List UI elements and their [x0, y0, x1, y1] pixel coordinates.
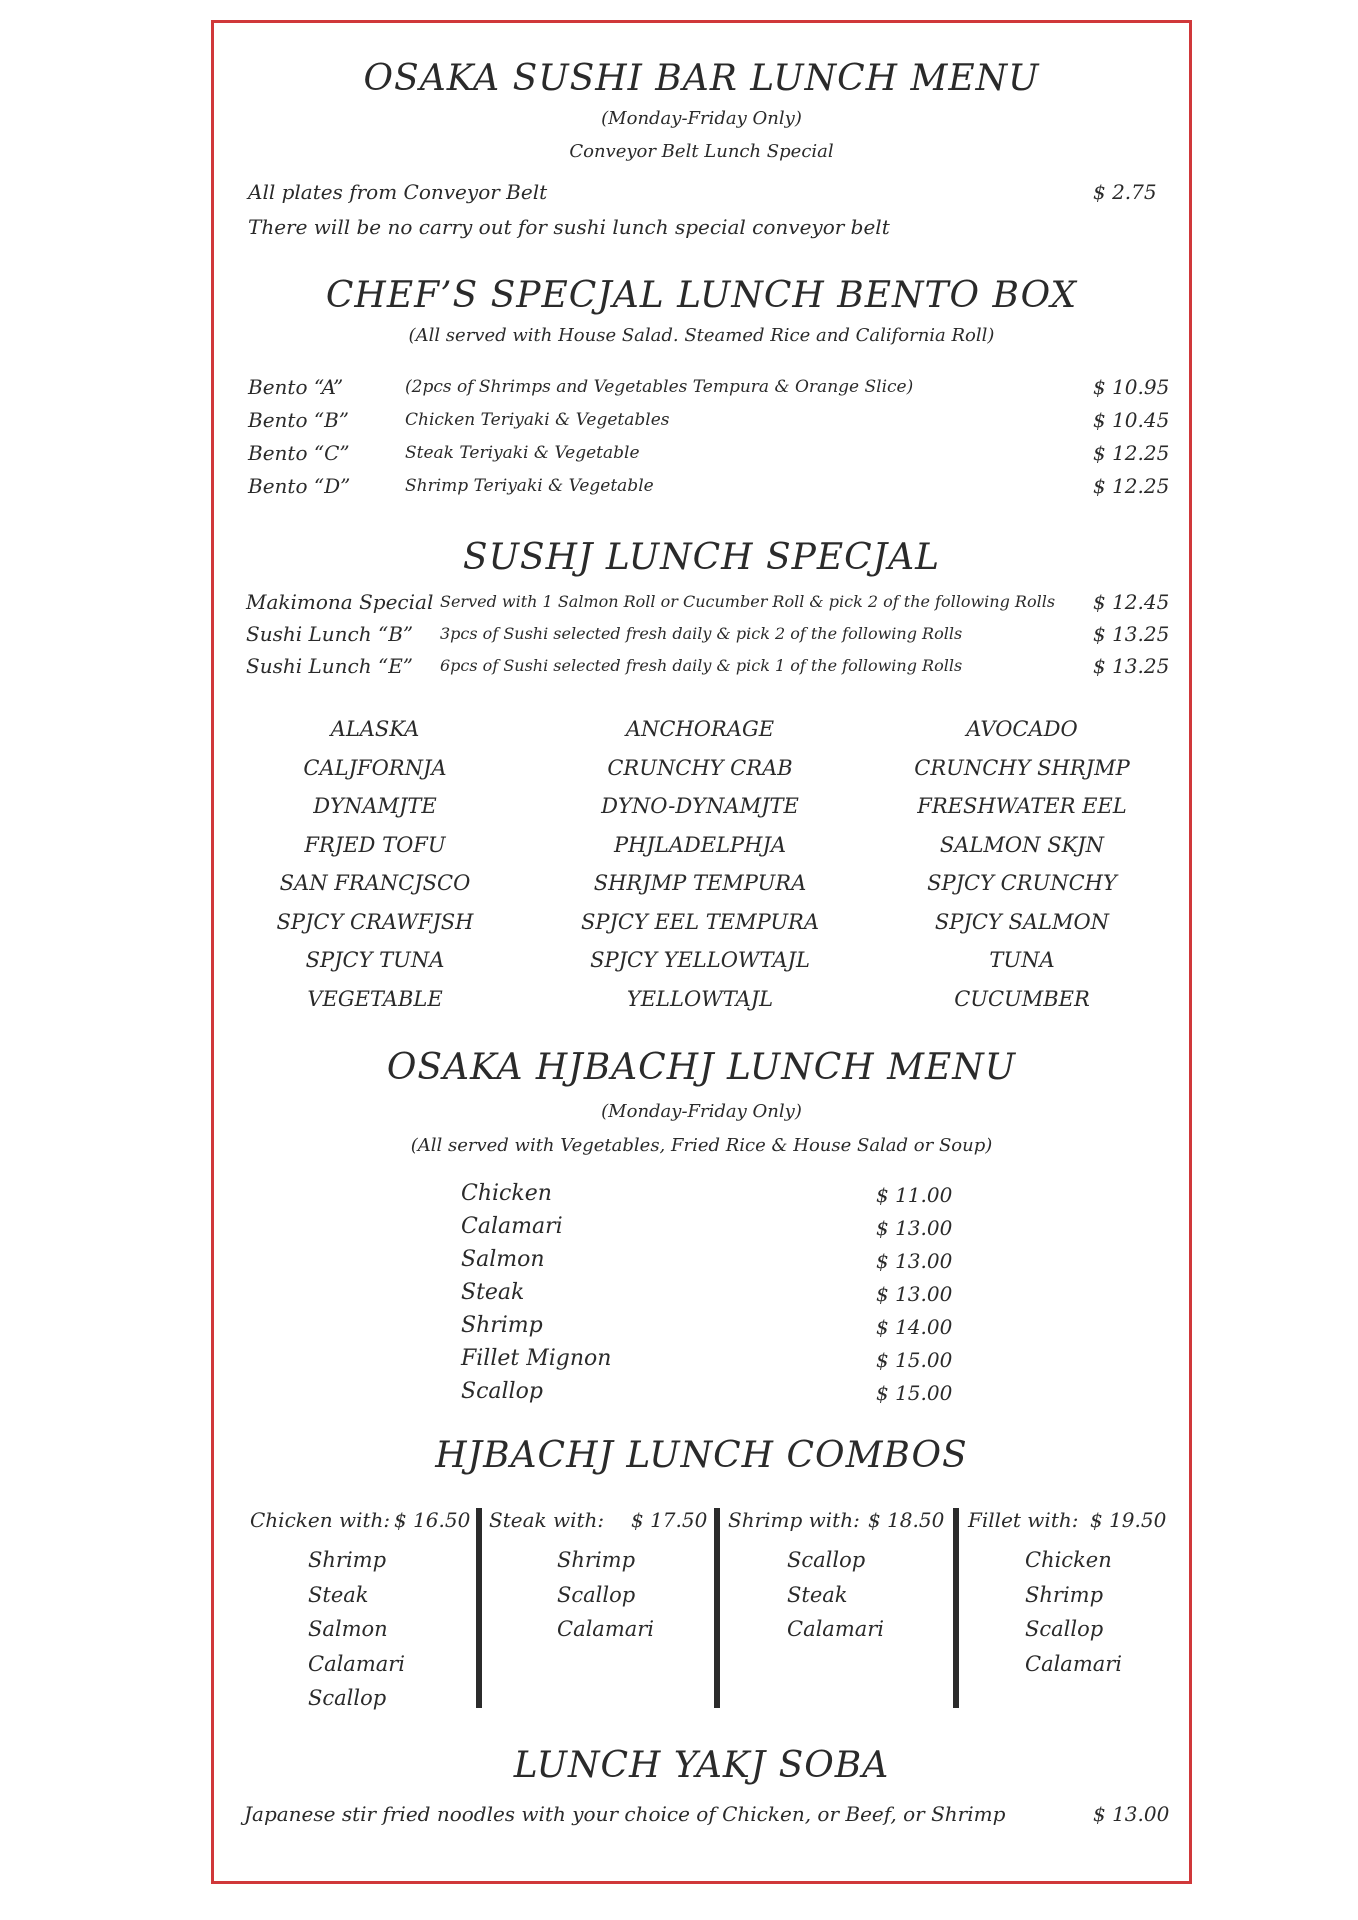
- special-desc: 3pcs of Sushi selected fresh daily & pick 2 of the following Rolls: [440, 624, 963, 643]
- bento-price: $ 12.25: [1093, 441, 1170, 465]
- soba-desc: Japanese stir fried noodles with your choice of Chicken, or Beef, or Shrimp: [244, 1802, 1006, 1826]
- sushi-bar-title: OSAKA SUSHI BAR LUNCH MENU: [363, 58, 1040, 99]
- hibachi-item-price: $ 15.00: [876, 1381, 953, 1405]
- sushi-bar-subtitle: Conveyor Belt Lunch Special: [569, 141, 834, 162]
- combo-divider: [476, 1508, 482, 1708]
- bento-desc: Chicken Teriyaki & Vegetables: [405, 410, 670, 430]
- roll-item: SPJCY SALMON: [934, 909, 1110, 934]
- combo-item: Shrimp: [308, 1548, 387, 1572]
- conveyor-price: $ 2.75: [1093, 180, 1157, 204]
- combo-label: Steak with:: [489, 1508, 605, 1532]
- special-price: $ 13.25: [1093, 654, 1170, 678]
- bento-name: Bento “B”: [248, 408, 349, 432]
- bento-note: (All served with House Salad. Steamed Rice and California Roll): [408, 325, 995, 346]
- special-name: Sushi Lunch “E”: [246, 654, 414, 678]
- combo-label: Chicken with:: [250, 1508, 391, 1532]
- combo-item: Scallop: [1025, 1617, 1104, 1641]
- roll-item: TUNA: [989, 948, 1055, 972]
- bento-desc: (2pcs of Shrimps and Vegetables Tempura & Orange Slice): [405, 377, 914, 397]
- roll-item: AVOCADO: [966, 717, 1078, 741]
- hibachi-item-price: $ 11.00: [876, 1183, 953, 1207]
- bento-desc: Shrimp Teriyaki & Vegetable: [405, 476, 654, 496]
- hibachi-item-price: $ 13.00: [876, 1282, 953, 1306]
- combo-price: $ 17.50: [631, 1508, 708, 1532]
- special-price: $ 12.45: [1093, 590, 1170, 614]
- combo-item: Scallop: [557, 1582, 636, 1607]
- roll-item: SPJCY CRAWFJSH: [276, 909, 474, 934]
- hibachi-item-price: $ 13.00: [876, 1249, 953, 1273]
- combo-price: $ 19.50: [1090, 1508, 1167, 1532]
- combo-item: Steak: [308, 1582, 369, 1607]
- hibachi-item-name: Shrimp: [461, 1313, 543, 1338]
- hibachi-item-price: $ 15.00: [876, 1348, 953, 1372]
- conveyor-line: All plates from Conveyor Belt: [248, 180, 548, 204]
- hibachi-item-name: Calamari: [461, 1214, 563, 1239]
- roll-item: SAN FRANCJSCO: [279, 871, 471, 895]
- bento-desc: Steak Teriyaki & Vegetable: [405, 443, 640, 463]
- sushi-special-title: SUSHJ LUNCH SPECJAL: [462, 537, 941, 578]
- hibachi-item-price: $ 13.00: [876, 1216, 953, 1240]
- bento-name: Bento “D”: [248, 474, 351, 498]
- hibachi-item-name: Steak: [461, 1280, 525, 1305]
- roll-item: SHRJMP TEMPURA: [593, 871, 807, 895]
- roll-item: VEGETABLE: [307, 986, 443, 1011]
- combo-item: Salmon: [308, 1617, 388, 1641]
- roll-item: ANCHORAGE: [625, 717, 775, 741]
- roll-item: CUCUMBER: [954, 986, 1090, 1011]
- hibachi-title: OSAKA HJBACHJ LUNCH MENU: [386, 1047, 1017, 1088]
- combo-price: $ 18.50: [868, 1508, 945, 1532]
- roll-item: SALMON SKJN: [939, 832, 1105, 857]
- bento-name: Bento “A”: [248, 375, 344, 399]
- roll-item: SPJCY TUNA: [305, 948, 445, 972]
- combo-label: Fillet with:: [968, 1508, 1079, 1532]
- hibachi-item-name: Salmon: [461, 1247, 545, 1272]
- roll-item: FRJED TOFU: [304, 832, 446, 857]
- roll-item: SPJCY EEL TEMPURA: [580, 909, 820, 934]
- combos-title: HJBACHJ LUNCH COMBOS: [435, 1435, 968, 1476]
- roll-item: DYNAMJTE: [313, 794, 437, 818]
- roll-item: CRUNCHY SHRJMP: [914, 755, 1130, 780]
- combo-divider: [714, 1508, 720, 1708]
- soba-price: $ 13.00: [1093, 1802, 1170, 1826]
- roll-item: YELLOWTAJL: [626, 986, 774, 1011]
- combo-item: Calamari: [557, 1617, 655, 1641]
- roll-item: FRESHWATER EEL: [917, 794, 1127, 818]
- combo-item: Shrimp: [557, 1548, 636, 1572]
- special-desc: 6pcs of Sushi selected fresh daily & pick 1 of the following Rolls: [440, 656, 963, 675]
- hibachi-days: (Monday-Friday Only): [601, 1101, 802, 1122]
- roll-item: PHJLADELPHJA: [613, 832, 787, 857]
- hibachi-note: (All served with Vegetables, Fried Rice & House Salad or Soup): [410, 1135, 993, 1156]
- special-desc: Served with 1 Salmon Roll or Cucumber Roll & pick 2 of the following Rolls: [440, 592, 1056, 611]
- roll-item: CALJFORNJA: [303, 755, 447, 780]
- combo-item: Calamari: [1025, 1651, 1123, 1676]
- combo-item: Steak: [787, 1582, 848, 1607]
- bento-price: $ 12.25: [1093, 474, 1170, 498]
- roll-item: ALASKA: [330, 717, 420, 741]
- bento-title: CHEF’S SPECJAL LUNCH BENTO BOX: [325, 275, 1078, 316]
- roll-item: CRUNCHY CRAB: [607, 755, 793, 780]
- combo-item: Calamari: [308, 1651, 406, 1676]
- carry-out-note: There will be no carry out for sushi lunch special conveyor belt: [248, 215, 890, 239]
- combo-label: Shrimp with:: [728, 1508, 860, 1532]
- bento-price: $ 10.45: [1093, 408, 1170, 432]
- combo-item: Scallop: [787, 1548, 866, 1572]
- combo-item: Chicken: [1025, 1548, 1112, 1572]
- combo-item: Calamari: [787, 1617, 885, 1641]
- hibachi-item-name: Chicken: [461, 1181, 552, 1206]
- bento-price: $ 10.95: [1093, 375, 1170, 399]
- combo-divider: [953, 1508, 959, 1708]
- combo-item: Scallop: [308, 1686, 387, 1710]
- roll-item: DYNO-DYNAMJTE: [601, 794, 799, 818]
- roll-item: SPJCY YELLOWTAJL: [590, 948, 810, 972]
- special-name: Makimona Special: [246, 590, 434, 614]
- roll-item: SPJCY CRUNCHY: [927, 871, 1117, 895]
- bento-name: Bento “C”: [248, 441, 350, 465]
- hibachi-item-name: Scallop: [461, 1379, 543, 1404]
- sushi-bar-days: (Monday-Friday Only): [601, 108, 802, 129]
- soba-title: LUNCH YAKJ SOBA: [513, 1745, 890, 1786]
- hibachi-item-price: $ 14.00: [876, 1315, 953, 1339]
- combo-item: Shrimp: [1025, 1582, 1104, 1607]
- special-price: $ 13.25: [1093, 622, 1170, 646]
- combo-price: $ 16.50: [394, 1508, 471, 1532]
- hibachi-item-name: Fillet Mignon: [461, 1346, 612, 1371]
- special-name: Sushi Lunch “B”: [246, 622, 414, 646]
